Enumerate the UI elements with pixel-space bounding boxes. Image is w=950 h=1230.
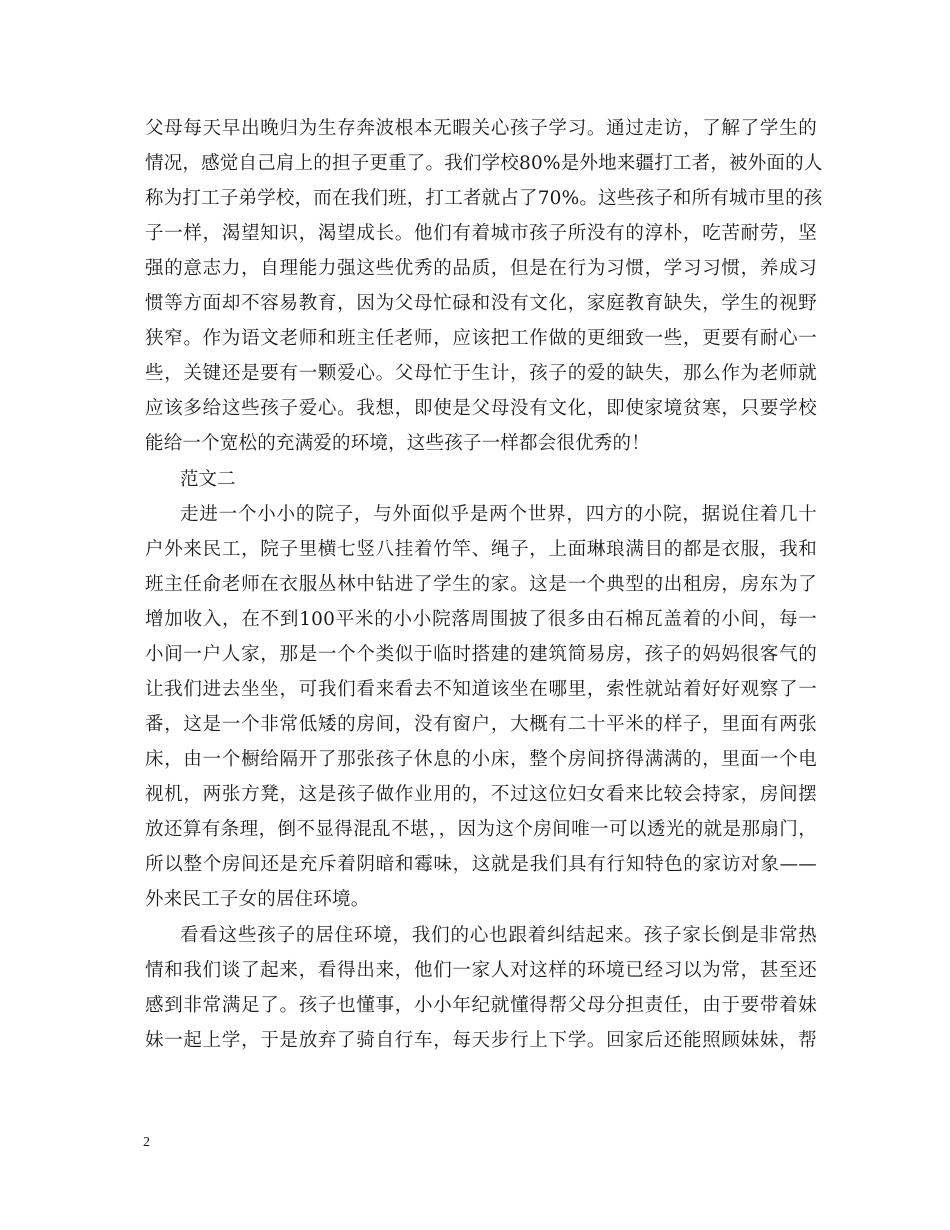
paragraph-line: 惯等方面却不容易教育，因为父母忙碌和没有文化，家庭教育缺失，学生的视野 <box>145 293 817 314</box>
section-heading: 范文二 <box>180 469 236 490</box>
paragraph-line: 小间一户人家，那是一个个类似于临时搭建的建筑简易房，孩子的妈妈很客气的 <box>145 644 817 665</box>
paragraph-line: 看看这些孩子的居住环境，我们的心也跟着纠结起来。孩子家长倒是非常热 <box>180 925 817 946</box>
paragraph-line: 让我们进去坐坐，可我们看来看去不知道该坐在哪里，索性就站着好好观察了一 <box>145 679 817 700</box>
paragraph-line: 所以整个房间还是充斥着阴暗和霉味，这就是我们具有行知特色的家访对象—— <box>145 854 817 875</box>
paragraph-line: 些，关键还是要有一颗爱心。父母忙于生计，孩子的爱的缺失，那么作为老师就 <box>145 363 817 384</box>
paragraph-line: 应该多给这些孩子爱心。我想，即使是父母没有文化，即使家境贫寒，只要学校 <box>145 398 817 419</box>
paragraph-line: 妹一起上学，于是放弃了骑自行车，每天步行上下学。回家后还能照顾妹妹，帮 <box>145 1030 817 1051</box>
paragraph-line: 外来民工子女的居住环境。 <box>145 889 370 910</box>
paragraph-line: 视机，两张方凳，这是孩子做作业用的，不过这位妇女看来比较会持家，房间摆 <box>145 784 817 805</box>
paragraph-line: 户外来民工，院子里横七竖八挂着竹竿、绳子，上面琳琅满目的都是衣服，我和 <box>145 539 817 560</box>
paragraph-line: 能给一个宽松的充满爱的环境，这些孩子一样都会很优秀的！ <box>145 433 650 454</box>
paragraph-line: 强的意志力，自理能力强这些优秀的品质，但是在行为习惯，学习习惯，养成习 <box>145 258 817 279</box>
paragraph-line: 狭窄。作为语文老师和班主任老师，应该把工作做的更细致一些，更要有耐心一 <box>145 328 817 349</box>
paragraph-line: 子一样，渴望知识，渴望成长。他们有着城市孩子所没有的淳朴，吃苦耐劳，坚 <box>145 223 817 244</box>
paragraph-line: 情和我们谈了起来，看得出来，他们一家人对这样的环境已经习以为常，甚至还 <box>145 960 817 981</box>
paragraph-line: 父母每天早出晚归为生存奔波根本无暇关心孩子学习。通过走访，了解了学生的 <box>145 118 817 139</box>
paragraph-line: 番，这是一个非常低矮的房间，没有窗户，大概有二十平米的样子，里面有两张 <box>145 714 817 735</box>
paragraph-line: 放还算有条理，倒不显得混乱不堪，，因为这个房间唯一可以透光的就是那扇门， <box>145 819 817 840</box>
paragraph-line: 走进一个小小的院子，与外面似乎是两个世界，四方的小院，据说住着几十 <box>180 504 817 525</box>
paragraph-line: 班主任俞老师在衣服丛林中钻进了学生的家。这是一个典型的出租房，房东为了 <box>145 574 817 595</box>
page-number: 2 <box>143 1135 150 1150</box>
paragraph-line: 床，由一个橱给隔开了那张孩子休息的小床，整个房间挤得满满的，里面一个电 <box>145 749 817 770</box>
paragraph-line: 称为打工子弟学校，而在我们班，打工者就占了70%。这些孩子和所有城市里的孩 <box>145 188 823 209</box>
paragraph-line: 情况，感觉自己肩上的担子更重了。我们学校80%是外地来疆打工者，被外面的人 <box>145 153 823 174</box>
paragraph-line: 增加收入，在不到100平米的小小院落周围披了很多由石棉瓦盖着的小间，每一 <box>145 609 817 630</box>
paragraph-line: 感到非常满足了。孩子也懂事，小小年纪就懂得帮父母分担责任，由于要带着妹 <box>145 995 817 1016</box>
